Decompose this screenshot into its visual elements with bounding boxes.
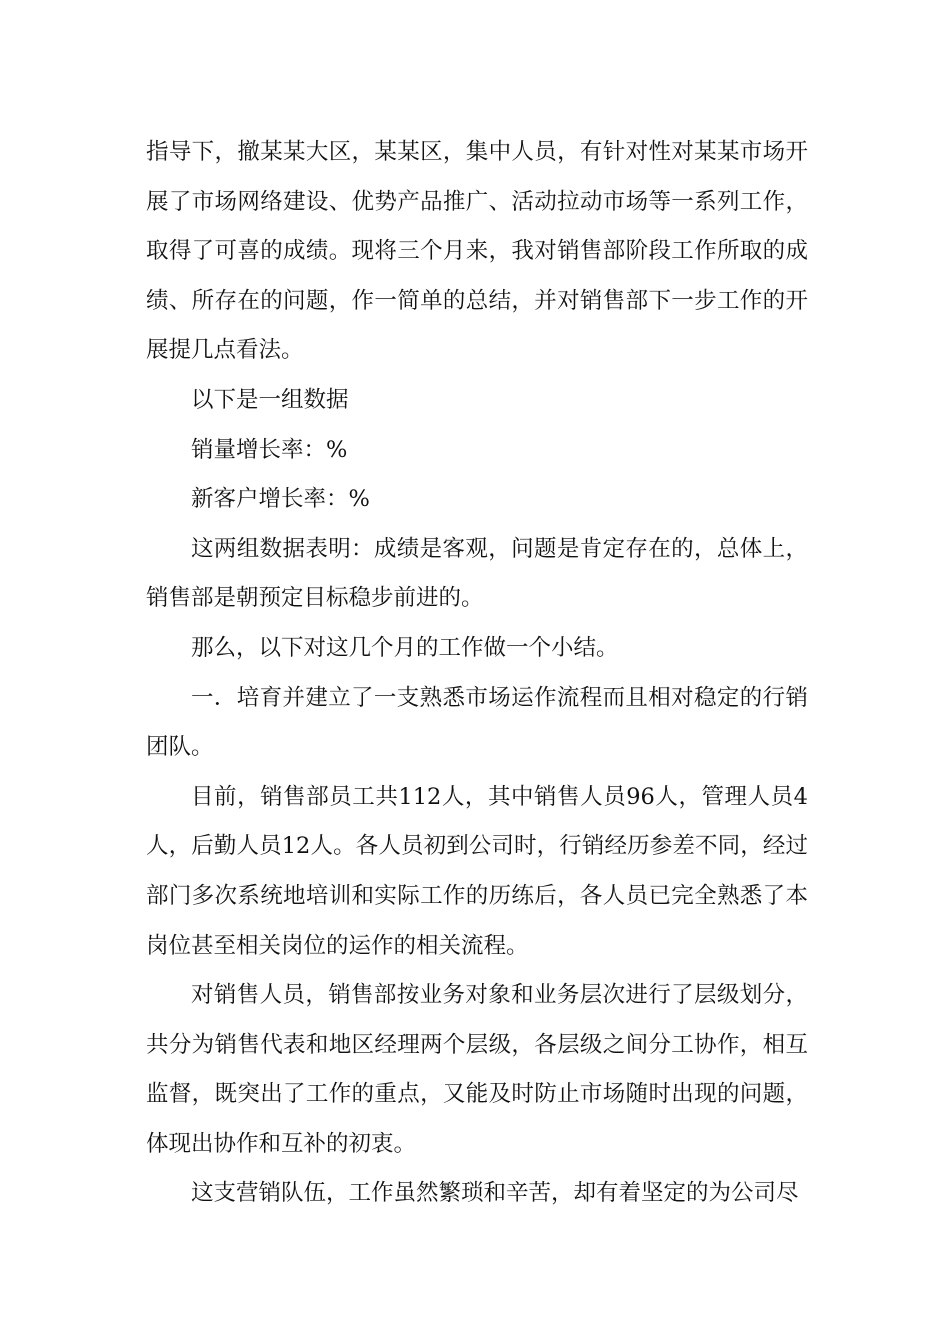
paragraph-team-dedication: 这支营销队伍，工作虽然繁琐和辛苦，却有着坚定的为公司尽: [191, 1180, 799, 1207]
document-body: [146, 128, 808, 1219]
paragraph-sales-levels: 对销售人员，销售部按业务对象和业务层次进行了层级划分，共分为销售代表和地区经理两个层级，各层级之间分工协作，相互监督，既突出了工作的重点，又能及时防止市场随时出现的问题，体现出协作和互补的初衷。: [146, 982, 808, 1157]
paragraph-data-conclusion: 这两组数据表明：成绩是客观，问题是肯定存在的，总体上，销售部是朝预定目标稳步前进的。: [146, 535, 808, 612]
paragraph-summary-intro: 那么，以下对这几个月的工作做一个小结。: [191, 634, 619, 661]
paragraph-staff-count: 目前，销售部员工共112人，其中销售人员96人，管理人员4人，后勤人员12人。各人员初到公司时，行销经历参差不同，经过部门多次系统地培训和实际工作的历练后，各人员已完全熟悉了本岗位甚至相关岗位的运作的相关流程。: [146, 783, 808, 959]
paragraph-data-intro: 以下是一组数据: [191, 386, 349, 413]
paragraph-new-customer-growth: 新客户增长率：%: [191, 486, 370, 513]
paragraph-section-one-heading: 一．培育并建立了一支熟悉市场运作流程而且相对稳定的行销团队。: [146, 684, 808, 761]
paragraph-sales-growth: 销量增长率：%: [191, 436, 348, 463]
paragraph-continuation: 指导下，撤某某大区，某某区，集中人员，有针对性对某某市场开展了市场网络建设、优势产品推广、活动拉动市场等一系列工作，取得了可喜的成绩。现将三个月来，我对销售部阶段工作所取的成绩、所存在的问题，作一简单的总结，并对销售部下一步工作的开展提几点看法。: [146, 139, 808, 364]
